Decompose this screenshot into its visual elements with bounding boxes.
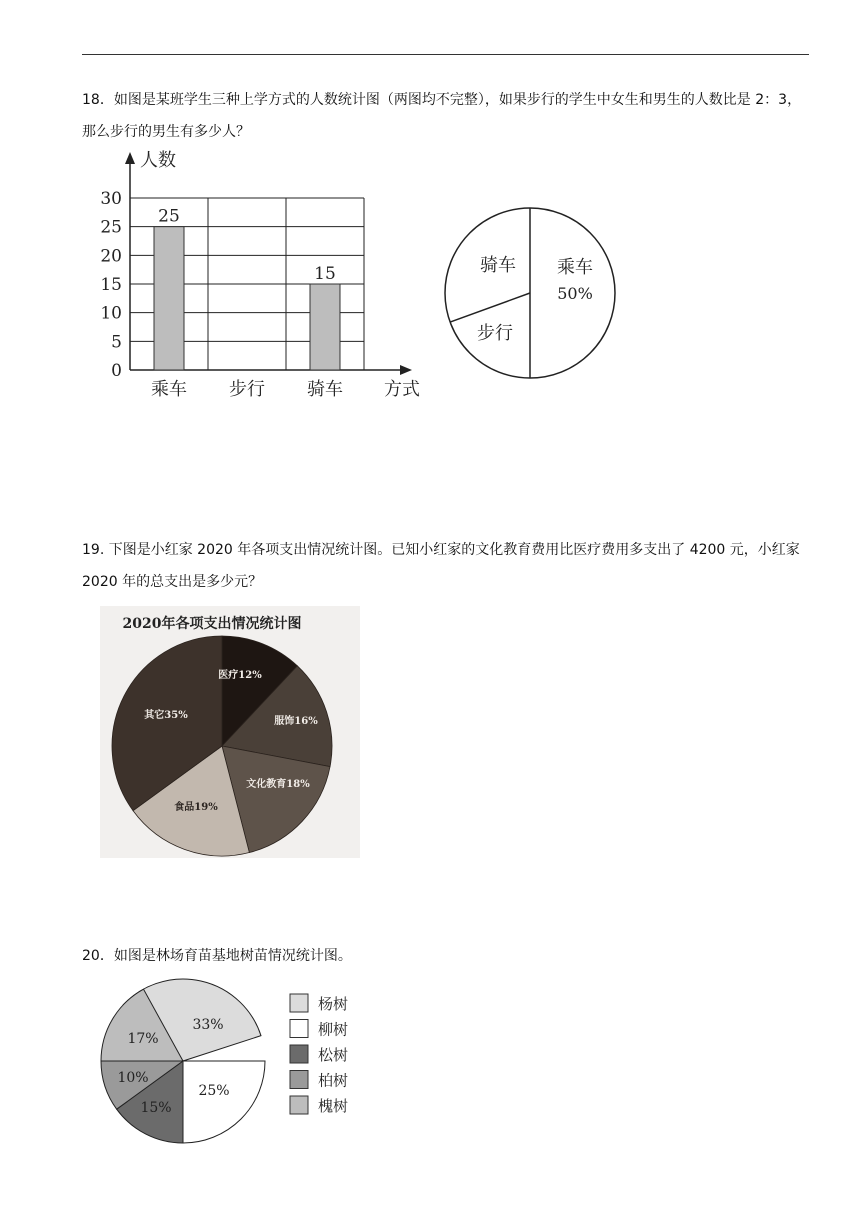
pie-value-label: 25% (198, 1083, 230, 1099)
y-tick-label: 10 (100, 303, 122, 324)
pie-slice (183, 1061, 265, 1143)
pie-label: 食品19% (174, 802, 218, 813)
chart-title: 2020年各项支出情况统计图 (122, 616, 302, 632)
y-tick-label: 20 (100, 246, 122, 267)
q18-bar-chart (100, 150, 420, 400)
question-19-text: 19. 下图是小红家 2020 年各项支出情况统计图。已知小红家的文化教育费用比医疗费用多支出了 4200 元，小红家 2020 年的总支出是多少元？ (82, 542, 800, 590)
y-axis-arrow (125, 152, 135, 164)
pie-label: 步行 (477, 323, 513, 344)
x-tick-label: 骑车 (307, 379, 343, 400)
legend-swatch (290, 1071, 308, 1089)
legend-label: 柏树 (318, 1071, 349, 1090)
pie-value-label: 50% (557, 284, 593, 303)
legend-swatch (290, 1020, 308, 1038)
legend-swatch (290, 994, 308, 1012)
y-tick-label: 0 (111, 361, 122, 381)
y-tick-label: 30 (100, 189, 122, 209)
legend-swatch (290, 1045, 308, 1063)
pie-label: 其它35% (144, 710, 188, 721)
pie-value-label: 33% (192, 1017, 224, 1033)
y-tick-label: 5 (111, 332, 122, 353)
q18-pie-chart (445, 208, 615, 378)
legend-label: 杨树 (318, 995, 349, 1013)
q20-tree-chart (90, 976, 380, 1156)
q18-charts (82, 146, 642, 406)
x-tick-label: 步行 (229, 379, 265, 400)
x-axis-label: 方式 (384, 379, 420, 400)
bar-data-label: 25 (158, 206, 180, 227)
pie-label: 医疗12% (218, 670, 262, 681)
y-tick-label: 15 (100, 275, 122, 295)
bar-data-label: 15 (314, 264, 336, 284)
question-18-text: 18．如图是某班学生三种上学方式的人数统计图（两图均不完整），如果步行的学生中女生和男生的人数比是 2：3，那么步行的男生有多少人？ (82, 92, 802, 140)
q19-expense-chart (100, 606, 360, 858)
pie-label: 服饰16% (274, 716, 318, 727)
pie-value-label: 15% (140, 1100, 172, 1116)
y-axis-label: 人数 (140, 150, 176, 171)
pie-label: 乘车 (557, 257, 593, 278)
y-tick-label: 25 (100, 217, 122, 238)
pie-value-label: 10% (117, 1070, 149, 1086)
x-axis-arrow (400, 365, 412, 375)
question-20-text: 20．如图是林场育苗基地树苗情况统计图。 (82, 948, 352, 964)
pie-label: 文化教育18% (246, 779, 310, 790)
legend (290, 994, 348, 1115)
x-tick-label: 乘车 (151, 379, 187, 400)
header-rule (82, 54, 809, 55)
legend-swatch (290, 1096, 308, 1114)
legend-label: 松树 (318, 1046, 349, 1064)
legend-label: 槐树 (318, 1097, 349, 1115)
pie-label: 骑车 (480, 255, 516, 276)
legend-label: 柳树 (318, 1020, 349, 1039)
bar (310, 284, 340, 370)
bar (154, 227, 184, 370)
pie-value-label: 17% (127, 1031, 159, 1047)
